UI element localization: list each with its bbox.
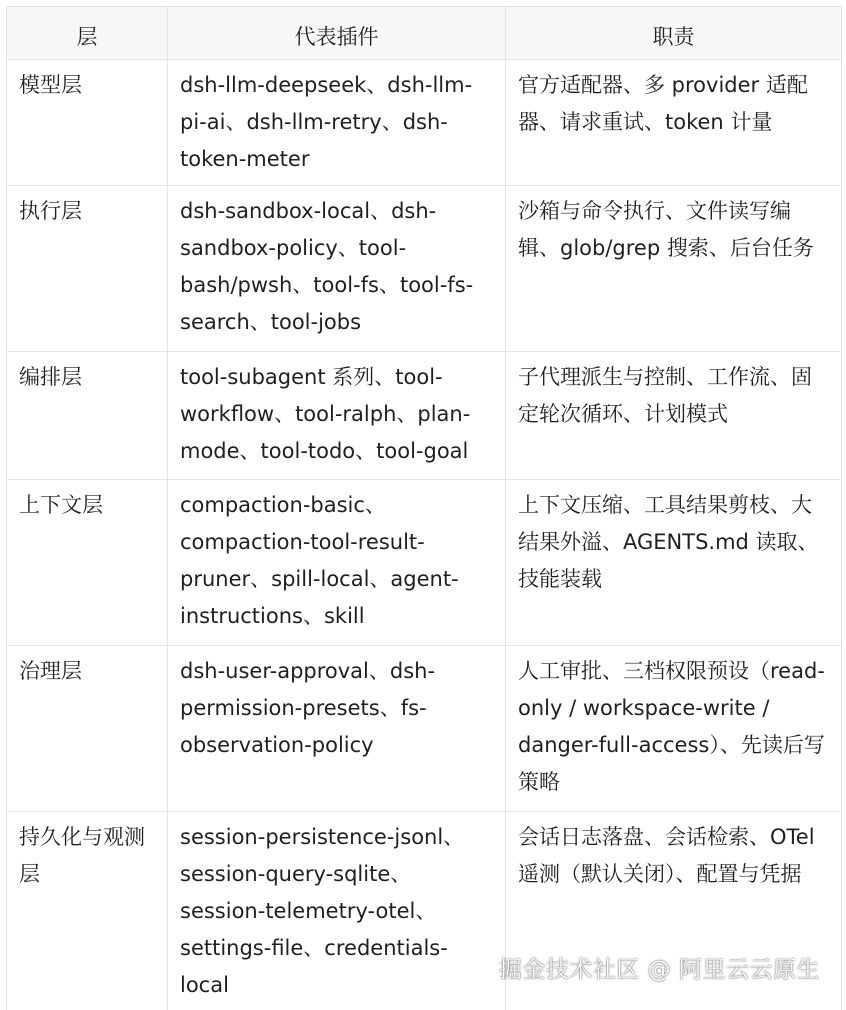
cell-layer: 持久化与观测层	[7, 812, 168, 1010]
watermark-text: 掘金技术社区 @ 阿里云云原生	[498, 957, 820, 983]
header-layer: 层	[7, 7, 168, 60]
table-row	[7, 646, 842, 812]
cell-plugins: compaction-basic、compaction-tool-result-pruner、spill-local、agent-instructions、skill	[168, 480, 506, 646]
cell-layer: 执行层	[7, 186, 168, 352]
table-row	[7, 480, 842, 646]
cell-plugins: dsh-user-approval、dsh-permission-presets、fs-observation-policy	[168, 646, 506, 812]
table-row	[7, 60, 842, 186]
header-plugins: 代表插件	[168, 7, 506, 60]
table-row	[7, 352, 842, 480]
cell-layer: 编排层	[7, 352, 168, 480]
cell-duty: 官方适配器、多 provider 适配器、请求重试、token 计量	[506, 60, 842, 186]
cell-layer: 上下文层	[7, 480, 168, 646]
cell-plugins: session-persistence-jsonl、session-query-sqlite、session-telemetry-otel、settings-file、credentials-local	[168, 812, 506, 1010]
cell-duty: 沙箱与命令执行、文件读写编辑、glob/grep 搜索、后台任务	[506, 186, 842, 352]
table-body	[7, 60, 842, 1010]
cell-layer: 模型层	[7, 60, 168, 186]
cell-plugins: dsh-sandbox-local、dsh-sandbox-policy、tool-bash/pwsh、tool-fs、tool-fs-search、tool-jobs	[168, 186, 506, 352]
cell-layer: 治理层	[7, 646, 168, 812]
table-row	[7, 186, 842, 352]
cell-plugins: tool-subagent 系列、tool-workflow、tool-ralph、plan-mode、tool-todo、tool-goal	[168, 352, 506, 480]
cell-duty: 会话日志落盘、会话检索、OTel 遥测（默认关闭）、配置与凭据	[506, 812, 842, 1010]
header-duty: 职责	[506, 7, 842, 60]
table-header	[7, 7, 842, 60]
cell-plugins: dsh-llm-deepseek、dsh-llm-pi-ai、dsh-llm-retry、dsh-token-meter	[168, 60, 506, 186]
cell-duty: 人工审批、三档权限预设（read-only / workspace-write / danger-full-access）、先读后写策略	[506, 646, 842, 812]
plugin-layer-table-container	[6, 6, 841, 1010]
header-row	[7, 7, 842, 60]
cell-duty: 上下文压缩、工具结果剪枝、大结果外溢、AGENTS.md 读取、技能装载	[506, 480, 842, 646]
cell-duty: 子代理派生与控制、工作流、固定轮次循环、计划模式	[506, 352, 842, 480]
plugin-layer-table	[6, 6, 842, 1010]
